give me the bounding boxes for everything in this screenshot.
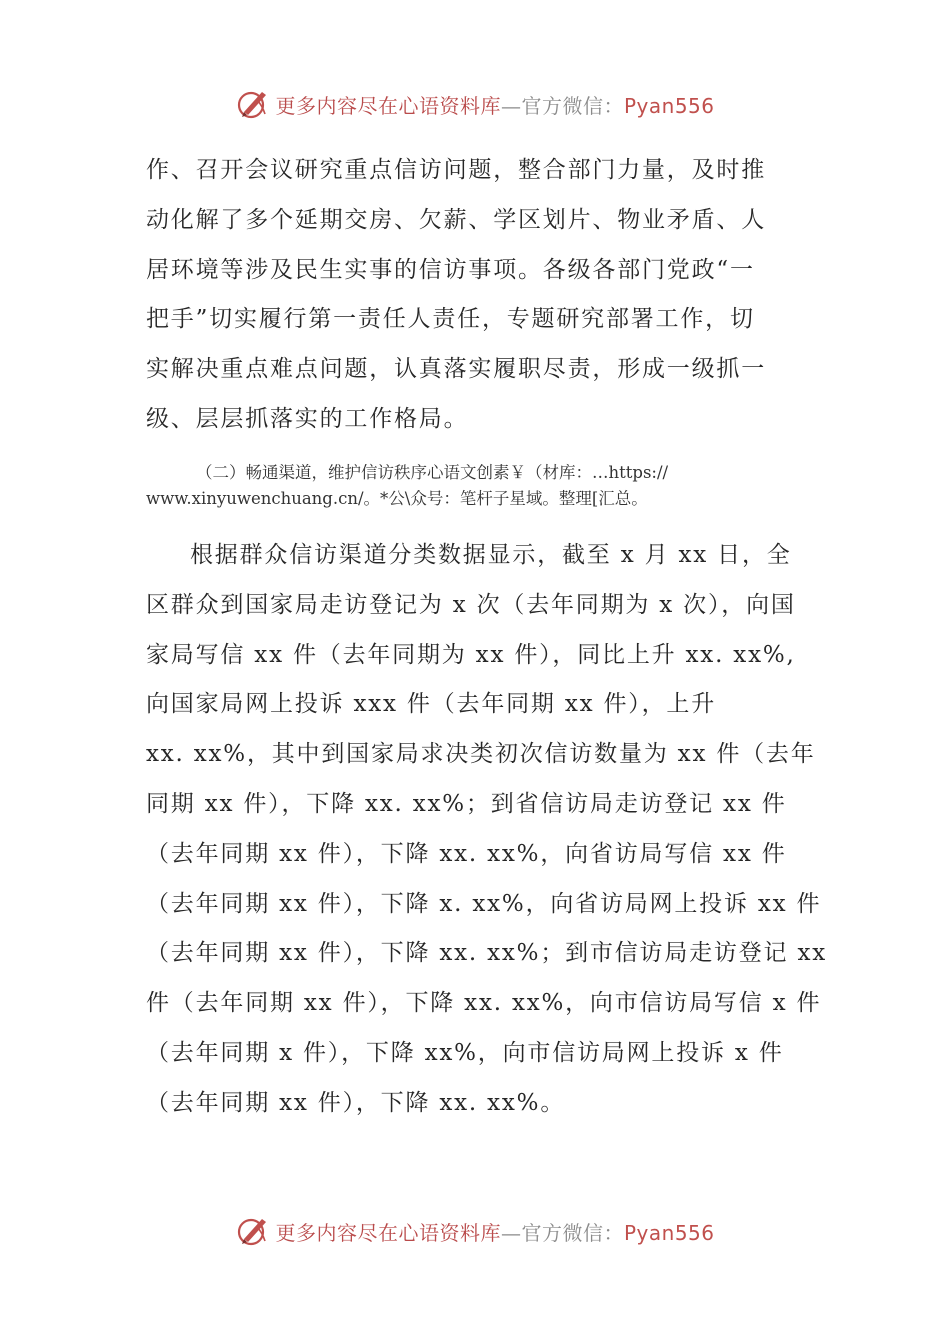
text-line: （去年同期 xx 件），下降 xx. xx%。 [146,1089,566,1116]
text-line: 家局写信 xx 件（去年同期为 xx 件），同比上升 xx. xx%, [146,641,796,668]
text-line: （去年同期 x 件），下降 xx%，向市信访局网上投诉 x 件 [146,1039,784,1066]
text-line: （去年同期 xx 件），下降 x. xx%，向省访局网上投诉 xx 件 [146,890,822,917]
text-line: 把手”切实履行第一责任人责任，专题研究部署工作，切 [146,306,755,333]
body-paragraph-2 [146,531,827,1129]
banner-official-label: —官方微信： [500,93,624,118]
pen-logo-icon [235,86,271,122]
section-subheading [146,460,806,512]
subheading-line: （二）畅通渠道，维护信访秩序心语文创素￥（材库：…https:// [196,463,669,482]
text-line: xx. xx%，其中到国家局求决类初次信访数量为 xx 件（去年 [146,741,816,768]
banner-official-label: —官方微信： [500,1220,624,1245]
text-line: 件（去年同期 xx 件），下降 xx. xx%，向市信访局写信 x 件 [146,990,822,1017]
text-line: 实解决重点难点问题，认真落实履职尽责，形成一级抓一 [146,356,766,383]
text-line: 向国家局网上投诉 xxx 件（去年同期 xx 件），上升 [146,691,716,718]
banner-brand: 更多内容尽在心语资料库 [275,93,501,118]
text-line: 动化解了多个延期交房、欠薪、学区划片、物业矛盾、人 [146,206,766,233]
banner-text [275,90,714,119]
banner-brand: 更多内容尽在心语资料库 [275,1220,501,1245]
text-line: （去年同期 xx 件），下降 xx. xx%；到市信访局走访登记 xx [146,940,827,967]
pen-logo-icon [235,1213,271,1249]
header-banner [0,84,950,124]
banner-wechat-id: Pyan556 [623,1220,715,1245]
banner-wechat-id: Pyan556 [623,93,715,118]
text-line: （去年同期 xx 件），下降 xx. xx%，向省访局写信 xx 件 [146,840,787,867]
text-line: 根据群众信访渠道分类数据显示，截至 x 月 xx 日，全 [190,542,792,568]
banner-text [275,1217,714,1246]
text-line: 作、召开会议研究重点信访问题，整合部门力量，及时推 [146,157,766,183]
subheading-line: www.xinyuwenchuang.cn/。*公\众号：笔杆子星域。整理[汇总。 [146,489,648,508]
text-line: 同期 xx 件），下降 xx. xx%；到省信访局走访登记 xx 件 [146,790,787,817]
body-paragraph-1 [146,146,806,445]
text-line: 居环境等涉及民生实事的信访事项。各级各部门党政“一 [146,256,755,283]
footer-banner [0,1211,950,1251]
text-line: 级、层层抓落实的工作格局。 [146,405,469,432]
text-line: 区群众到国家局走访登记为 x 次（去年同期为 x 次），向国 [146,591,796,618]
